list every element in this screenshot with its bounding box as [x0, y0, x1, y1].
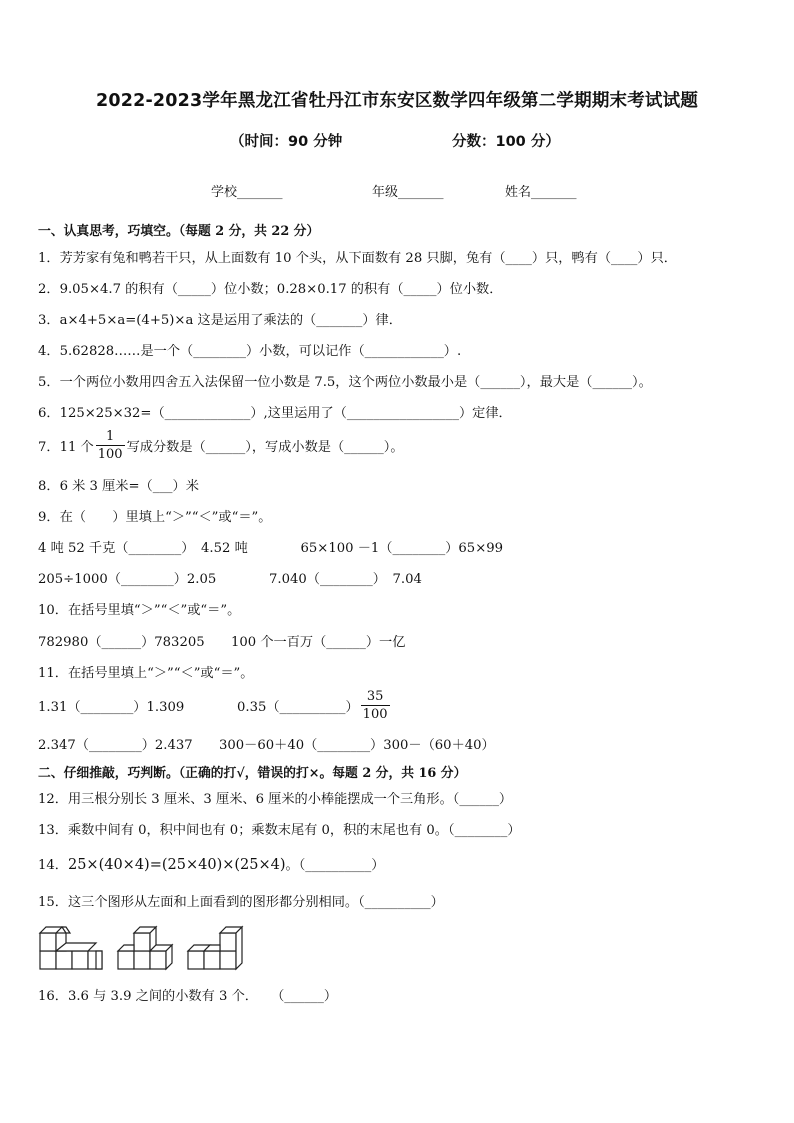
grade-field: 年级_______: [372, 185, 444, 200]
question-6: 6．125×25×32=（_____________）,这里运用了（_________________）定律．: [38, 406, 512, 421]
cube-figure-2: [118, 927, 172, 969]
question-9-row-2: 205÷1000（________）2.05 7.040（________） 7.04: [38, 572, 422, 587]
cube-figure-1: [40, 927, 102, 969]
question-5: 5．一个两位小数用四舍五入法保留一位小数是 7.5，这个两位小数最小是（______），最大是（______）。: [38, 375, 652, 390]
fraction-denominator: 100: [362, 707, 388, 722]
question-11-row-1: [38, 689, 392, 723]
question-11-row-2: 2.347（________）2.437 300－60＋40（________）300－（60＋40）: [38, 738, 495, 753]
question-12: 12．用三根分别长 3 厘米、3 厘米、6 厘米的小棒能摆成一个三角形。（______）: [38, 792, 513, 807]
question-11-row-1-text: 1.31（________）1.309 0.35（__________）: [38, 700, 359, 715]
question-14-suffix: 。（__________）: [285, 858, 385, 873]
question-11: 11．在括号里填上“＞”“＜”或“＝”。: [38, 666, 254, 681]
name-field: 姓名_______: [505, 185, 577, 200]
question-3: 3．a×4+5×a=(4+5)×a 这是运用了乘法的（_______）律．: [38, 313, 402, 328]
fraction-numerator: 1: [96, 430, 125, 446]
question-14-number: 14．: [38, 858, 68, 873]
question-9: 9．在（ ）里填上“＞”“＜”或“＝”。: [38, 510, 272, 525]
math-expression: 25×(40×4)=(25×40)×(25×4): [67, 857, 286, 873]
page-title: 2022-2023学年黑龙江省牡丹江市东安区数学四年级第二学期期末考试试题: [95, 91, 699, 111]
section-heading-2: 二、仔细推敲，巧判断。（正确的打√，错误的打×。每题 2 分，共 16 分）: [38, 766, 467, 781]
question-13: 13．乘数中间有 0，积中间也有 0；乘数末尾有 0，积的末尾也有 0。（________）: [38, 823, 521, 838]
question-10: 10．在括号里填“＞”“＜”或“＝”。: [38, 603, 241, 618]
cube-figures: [38, 925, 258, 973]
section-heading-1: 一、认真思考，巧填空。（每题 2 分，共 22 分）: [38, 224, 320, 239]
exam-time: （时间：90 分钟: [230, 134, 343, 150]
question-8: 8．6 米 3 厘米=（___）米: [38, 479, 199, 494]
school-field: 学校_______: [211, 185, 283, 200]
fraction-1-100: [96, 430, 125, 461]
question-7: [38, 429, 404, 463]
question-16: 16．3.6 与 3.9 之间的小数有 3 个． （______）: [38, 989, 338, 1004]
question-14: [38, 856, 384, 875]
question-7-suffix: 写成分数是（______），写成小数是（______）。: [126, 440, 404, 455]
exam-score: 分数：100 分）: [452, 134, 560, 150]
cube-figure-3: [188, 927, 242, 969]
question-7-prefix: 7．11 个: [38, 440, 94, 455]
question-10-row-1: 782980（______）783205 100 个一百万（______）一亿: [38, 635, 406, 650]
question-2: 2．9.05×4.7 的积有（_____）位小数；0.28×0.17 的积有（_____）位小数．: [38, 282, 503, 297]
fraction-denominator: 100: [97, 447, 123, 462]
question-9-row-1: 4 吨 52 千克（________） 4.52 吨 65×100 －1（________）65×99: [38, 541, 504, 556]
fraction-35-100: [361, 690, 390, 721]
fraction-numerator: 35: [361, 690, 390, 706]
question-15: 15．这三个图形从左面和上面看到的图形都分别相同。（__________）: [38, 895, 444, 910]
question-1: 1．芳芳家有兔和鸭若干只，从上面数有 10 个头，从下面数有 28 只脚，兔有（____）只，鸭有（____）只．: [38, 251, 677, 266]
question-4: 4．5.62828……是一个（________）小数，可以记作（____________）.: [38, 344, 462, 359]
